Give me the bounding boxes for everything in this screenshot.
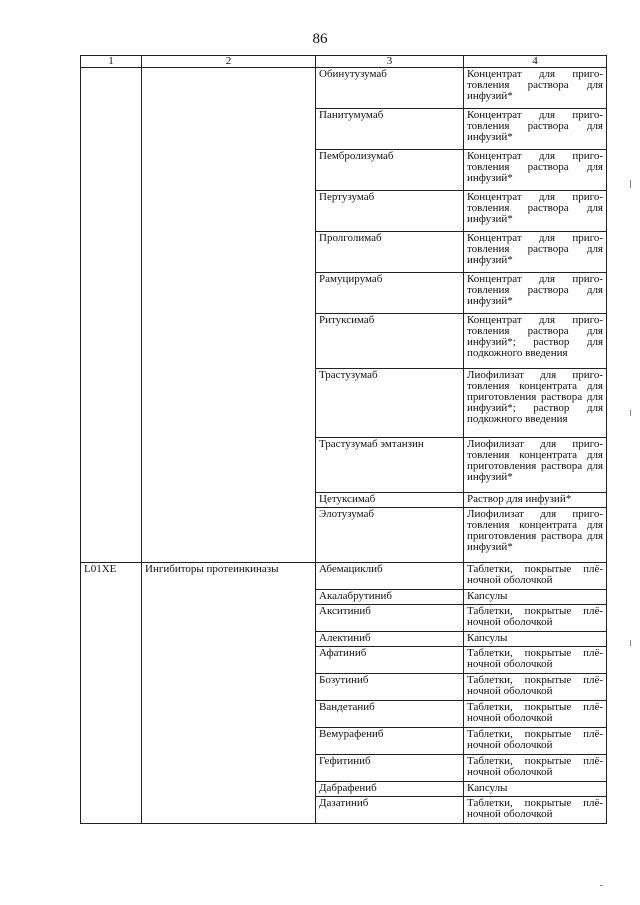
- scan-mark: [630, 410, 631, 416]
- table-row: [81, 68, 607, 109]
- dosage-form-cell: Капсулы: [464, 782, 607, 797]
- drug-name-cell: Ритуксимаб: [316, 314, 464, 369]
- dosage-form-cell: Концентрат для приго-товления раствора для инфузий*: [464, 191, 607, 232]
- dosage-form-cell: Таблетки, покрытые плё-ночной оболочкой: [464, 605, 607, 632]
- drug-name-cell: Элотузумаб: [316, 508, 464, 563]
- group-name-cell: Ингибиторы протеинкиназы: [142, 563, 316, 824]
- dosage-form-cell: Концентрат для приго-товления раствора для инфузий*: [464, 150, 607, 191]
- drug-name-cell: Трастузумаб: [316, 369, 464, 438]
- drug-name-cell: Цетуксимаб: [316, 493, 464, 508]
- dosage-form-cell: Таблетки, покрытые плё-ночной оболочкой: [464, 674, 607, 701]
- dosage-form-cell: Таблетки, покрытые плё-ночной оболочкой: [464, 563, 607, 590]
- drug-name-cell: Алектиниб: [316, 632, 464, 647]
- dosage-form-cell: Концентрат для приго-товления раствора для инфузий*: [464, 232, 607, 273]
- dosage-form-cell: Лиофилизат для приго-товления концентрата для приготовления раствора для инфузий*: [464, 438, 607, 493]
- drug-name-cell: Гефитиниб: [316, 755, 464, 782]
- drug-name-cell: Обинутузумаб: [316, 68, 464, 109]
- drug-name-cell: Дазатиниб: [316, 797, 464, 824]
- dosage-form-cell: Таблетки, покрытые плё-ночной оболочкой: [464, 755, 607, 782]
- drug-name-cell: Акалабрутиниб: [316, 590, 464, 605]
- dosage-form-cell: Лиофилизат для приго-товления концентрата для приготовления раствора для инфузий*; раствор для подкожного введения: [464, 369, 607, 438]
- scan-mark: [630, 180, 631, 188]
- drug-table: [80, 55, 607, 824]
- drug-name-cell: Акситиниб: [316, 605, 464, 632]
- drug-name-cell: Афатиниб: [316, 647, 464, 674]
- drug-name-cell: Панитумумаб: [316, 109, 464, 150]
- drug-name-cell: Пембролизумаб: [316, 150, 464, 191]
- dosage-form-cell: Лиофилизат для приго-товления концентрата для приготовления раствора для инфузий*: [464, 508, 607, 563]
- drug-name-cell: Вандетаниб: [316, 701, 464, 728]
- scan-mark: [630, 640, 631, 646]
- dosage-form-cell: Раствор для инфузий*: [464, 493, 607, 508]
- dosage-form-cell: Концентрат для приго-товления раствора для инфузий*: [464, 68, 607, 109]
- dosage-form-cell: Концентрат для приго-товления раствора для инфузий*; раствор для подкожного введения: [464, 314, 607, 369]
- dosage-form-cell: Таблетки, покрытые плё-ночной оболочкой: [464, 728, 607, 755]
- drug-name-cell: Абемациклиб: [316, 563, 464, 590]
- dosage-form-cell: Концентрат для приго-товления раствора для инфузий*: [464, 273, 607, 314]
- scan-mark: [600, 885, 603, 886]
- header-row: [81, 56, 607, 68]
- dosage-form-cell: Таблетки, покрытые плё-ночной оболочкой: [464, 701, 607, 728]
- atc-code-cell: [81, 68, 142, 563]
- drug-name-cell: Дабрафениб: [316, 782, 464, 797]
- header-col-4: 4: [464, 56, 607, 68]
- group-name-cell: [142, 68, 316, 563]
- drug-name-cell: Пролголимаб: [316, 232, 464, 273]
- drug-name-cell: Бозутиниб: [316, 674, 464, 701]
- header-col-3: 3: [316, 56, 464, 68]
- page-number: 86: [312, 31, 328, 47]
- dosage-form-cell: Капсулы: [464, 632, 607, 647]
- drug-name-cell: Рамуцирумаб: [316, 273, 464, 314]
- atc-code-cell: L01XE: [81, 563, 142, 824]
- header-col-2: 2: [142, 56, 316, 68]
- drug-name-cell: Вемурафениб: [316, 728, 464, 755]
- dosage-form-cell: Таблетки, покрытые плё-ночной оболочкой: [464, 647, 607, 674]
- table-row: [81, 563, 607, 590]
- dosage-form-cell: Концентрат для приго-товления раствора для инфузий*: [464, 109, 607, 150]
- dosage-form-cell: Таблетки, покрытые плё-ночной оболочкой: [464, 797, 607, 824]
- drug-name-cell: Трастузумаб эмтанзин: [316, 438, 464, 493]
- header-col-1: 1: [81, 56, 142, 68]
- dosage-form-cell: Капсулы: [464, 590, 607, 605]
- drug-name-cell: Пертузумаб: [316, 191, 464, 232]
